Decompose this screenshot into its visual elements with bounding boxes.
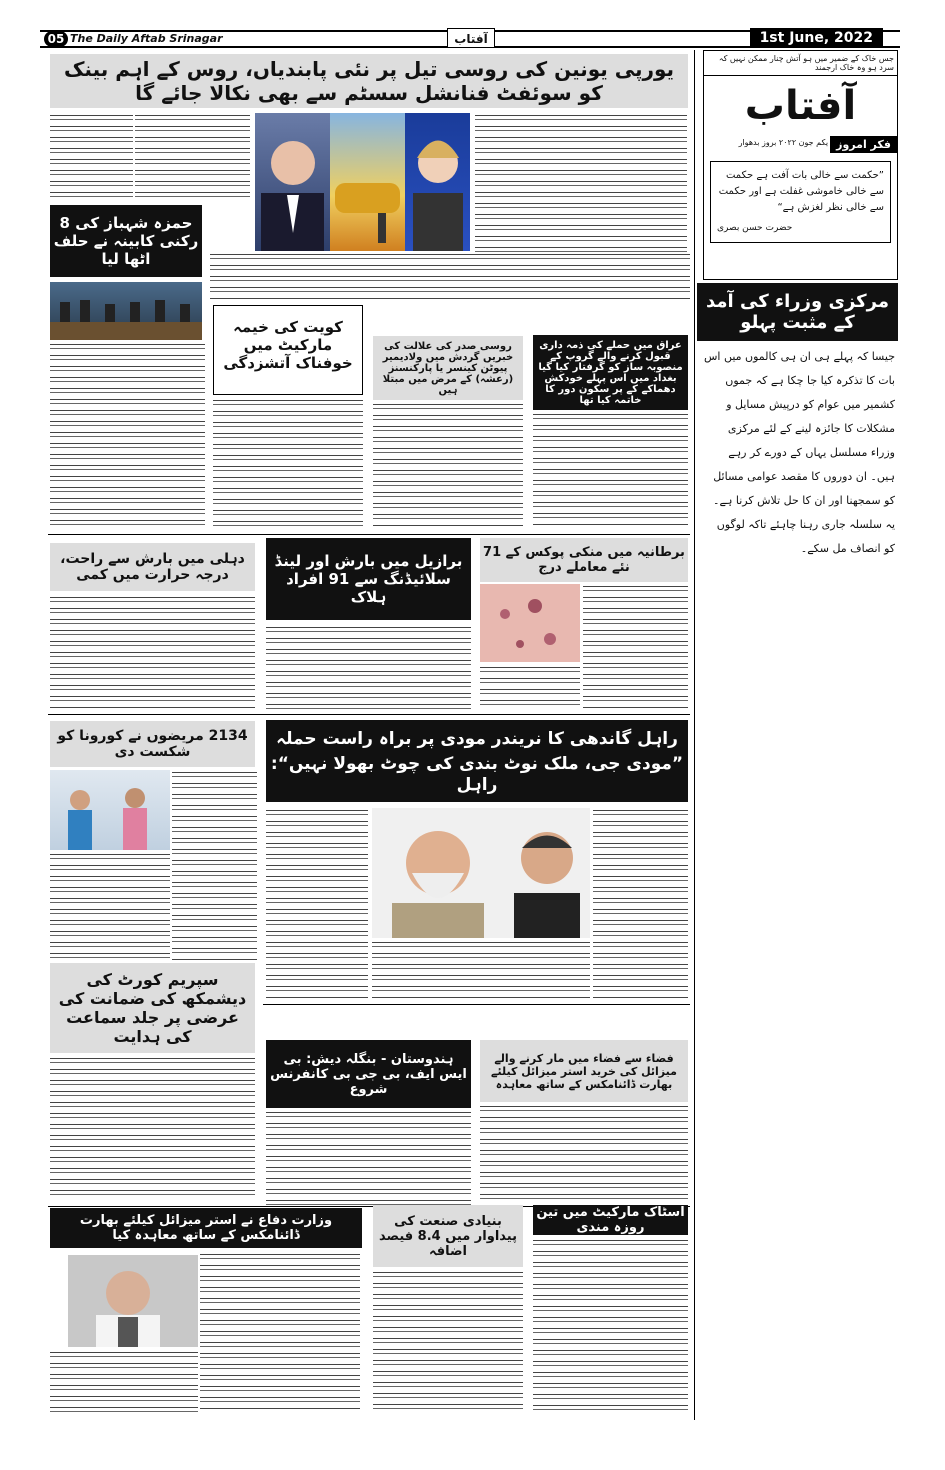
bsf-headline: ہندوستان - بنگلہ دیش: بی ایس ایف، بی جی بی کانفرنس شروع bbox=[266, 1040, 471, 1108]
putin-photo bbox=[255, 113, 330, 251]
center-logo: آفتاب bbox=[447, 28, 495, 48]
masthead-date: یکم جون ۲۰۲۲ بروز بدھوار bbox=[738, 138, 829, 147]
iraq-headline: عراق میں حملے کی ذمہ داری قبول کرنے والے گروپ کے منصوبہ ساز کو گرفتار کیا گیا بغداد میں اس پہلے خودکش دھماکے کے پر سکون دور کا خاتمہ کیا تھا bbox=[533, 335, 688, 410]
rahul-photo bbox=[504, 808, 590, 938]
masthead-section: فکر امروز bbox=[830, 136, 897, 153]
paper-name: The Daily Aftab Srinagar bbox=[70, 32, 223, 45]
brazil-body bbox=[266, 625, 471, 710]
masthead-quote: ”حکمت سے خالی بات آفت ہے حکمت سے خالی خاموشی غفلت ہے اور حکمت سے خالی نظر لغزش ہے“ bbox=[718, 170, 884, 213]
sc-body bbox=[50, 1056, 255, 1201]
lead-headline: یورپی یونین کی روسی تیل پر نئی پابندیاں، روس کے اہم بینک کو سوئفٹ فنانشل سسٹم سے بھی نکالا جائے گا bbox=[50, 54, 688, 108]
rahul-body-2 bbox=[266, 808, 368, 998]
missile-headline: فضاء سے فضاء میں مار کرنے والے میزائل کی خرید استر میزائل کیلئے بھارت ڈائنامکس کے ساتھ معاہدہ bbox=[480, 1040, 688, 1102]
defence-body-2 bbox=[50, 1350, 198, 1412]
masthead bbox=[703, 50, 898, 280]
masthead-quote-author: حضرت حسن بصری bbox=[717, 223, 793, 233]
market-body bbox=[533, 1238, 688, 1416]
issue-date: 1st June, 2022 bbox=[750, 28, 883, 48]
industry-body bbox=[373, 1270, 523, 1415]
delhi-headline: دہلی میں بارش سے راحت، درجہ حرارت میں کمی bbox=[50, 543, 255, 591]
masthead-logo: آفتاب bbox=[744, 83, 857, 129]
masthead-quote-box bbox=[710, 161, 891, 243]
bsf-body bbox=[266, 1110, 471, 1205]
lead-col-2 bbox=[135, 113, 250, 198]
divider-right bbox=[694, 50, 695, 1420]
sc-headline: سپریم کورٹ کی دیشمکھ کی ضمانت کی عرضی پر جلد سماعت کی ہدایت bbox=[50, 963, 255, 1053]
masthead-tagline: جس خاک کے ضمیر میں ہو آتش چنار ممکن نہیں کہ سرد ہو وہ خاک ارجمند bbox=[704, 51, 897, 76]
hamza-headline: حمزہ شہباز کی 8 رکنی کابینہ نے حلف اٹھا لیا bbox=[50, 205, 202, 277]
uk-body-2 bbox=[480, 665, 580, 709]
kuwait-body bbox=[213, 398, 363, 528]
corona-headline: 2134 مریضوں نے کورونا کو شکست دی bbox=[50, 721, 255, 767]
uk-headline: برطانیہ میں منکی پوکس کے 71 نئے معاملے درج bbox=[480, 538, 688, 582]
editorial-title: مرکزی وزراء کی آمد کے مثبت پہلو bbox=[697, 283, 898, 341]
vaccination-photo bbox=[50, 770, 170, 850]
kuwait-headline: کویت کی خیمہ مارکیٹ میں خوفناک آتشزدگی bbox=[213, 305, 363, 395]
rahul-subtitle: ”مودی جی، ملک نوٹ بندی کی چوٹ بھولا نہیں“: راہل bbox=[270, 753, 684, 795]
lead-col-1 bbox=[475, 113, 687, 253]
rahul-body-3 bbox=[372, 940, 590, 998]
rahul-body bbox=[593, 808, 688, 998]
hamza-body bbox=[50, 342, 205, 530]
editorial-body: جیسا کہ پہلے ہی ان ہی کالموں میں اس بات کا تذکرہ کیا جا چکا ہے کہ جموں کشمیر میں عوام کو درپیش مسایل و مشکلات کا جائزہ لینے کے لئے مرکزی وزراء مسلسل یہاں کے دورے کر رہے ہیں۔ ان دوروں کا مقصد عوامی مسائل کو سمجھنا اور ان کا حل تلاش کرنا ہے۔ یہ سلسلہ جاری رہنا چاہئے تاکہ لوگوں کو انصاف مل سکے۔ bbox=[703, 350, 895, 555]
divider-3 bbox=[263, 1004, 690, 1005]
divider-1 bbox=[48, 534, 690, 535]
defence-headline: وزارت دفاع نے استر میزائل کیلئے بھارت ڈائنامکس کے ساتھ معاہدہ کیا bbox=[50, 1208, 362, 1248]
divider-2 bbox=[48, 714, 690, 715]
rajnath-photo bbox=[68, 1255, 198, 1347]
cabinet-photo bbox=[50, 282, 202, 340]
russia-body bbox=[373, 402, 523, 527]
pipeline-photo bbox=[330, 113, 405, 251]
uk-body bbox=[583, 584, 688, 709]
monkeypox-photo bbox=[480, 584, 580, 662]
modi-photo bbox=[372, 808, 504, 938]
lead-col-3 bbox=[50, 113, 133, 198]
rahul-headline bbox=[266, 720, 688, 802]
defence-body bbox=[200, 1252, 360, 1412]
brazil-headline: برازیل میں بارش اور لینڈ سلائیڈنگ سے 91 افراد ہلاک bbox=[266, 538, 471, 620]
rahul-title: راہل گاندھی کا نریندر مودی پر براہ راست حملہ bbox=[276, 728, 678, 749]
iraq-body bbox=[533, 412, 688, 527]
russia-headline: روسی صدر کی علالت کی خبریں گردش میں ولادیمیر پیوٹن کینسر یا پارکنسنز (رعشہ) کے مرض میں مبتلا ہیں bbox=[373, 336, 523, 400]
missile-body bbox=[480, 1104, 688, 1204]
market-headline: اسٹاک مارکیٹ میں تین روزہ مندی bbox=[533, 1205, 688, 1235]
corona-body bbox=[172, 770, 257, 960]
lead-col-4 bbox=[210, 252, 690, 302]
delhi-body bbox=[50, 595, 255, 708]
von-der-leyen-photo bbox=[405, 113, 470, 251]
page-number: 05 bbox=[44, 31, 68, 47]
industry-headline: بنیادی صنعت کی پیداوار میں 8.4 فیصد اضافہ bbox=[373, 1205, 523, 1267]
corona-body-2 bbox=[50, 852, 170, 960]
